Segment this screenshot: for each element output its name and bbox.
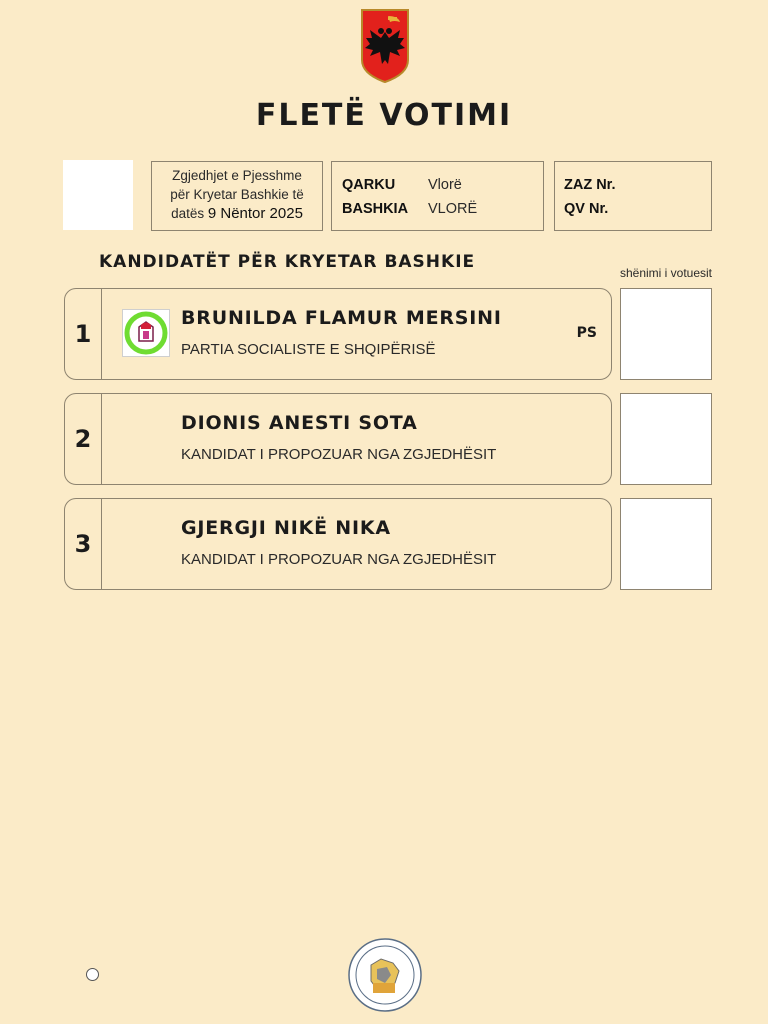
election-info-line1: Zgjedhjet e Pjesshme bbox=[172, 168, 302, 183]
punch-hole bbox=[86, 968, 99, 981]
party-abbreviation: PS bbox=[576, 325, 597, 341]
election-date-line bbox=[158, 204, 316, 223]
candidate-party: PARTIA SOCIALISTE E SHQIPËRISË bbox=[181, 341, 436, 358]
candidates-heading: KANDIDATËT PËR KRYETAR BASHKIE bbox=[99, 252, 476, 272]
vote-box-1[interactable] bbox=[620, 288, 712, 380]
election-info-box bbox=[151, 161, 323, 231]
albanian-coat-of-arms-icon bbox=[360, 8, 410, 84]
election-info-line2: për Kryetar Bashkie të bbox=[170, 187, 304, 202]
vote-box-3[interactable] bbox=[620, 498, 712, 590]
candidate-party: KANDIDAT I PROPOZUAR NGA ZGJEDHËSIT bbox=[181, 551, 497, 568]
candidate-name: GJERGJI NIKË NIKA bbox=[181, 517, 391, 539]
qarku-value: Vlorë bbox=[428, 177, 462, 193]
station-info-box bbox=[554, 161, 712, 231]
vote-box-2[interactable] bbox=[620, 393, 712, 485]
candidate-number: 2 bbox=[65, 394, 102, 484]
election-date-prefix: datës bbox=[171, 206, 205, 221]
candidate-name: DIONIS ANESTI SOTA bbox=[181, 412, 418, 434]
candidate-name: BRUNILDA FLAMUR MERSINI bbox=[181, 307, 502, 329]
candidate-number: 1 bbox=[65, 289, 102, 379]
qarku-row bbox=[342, 173, 543, 197]
candidate-party: KANDIDAT I PROPOZUAR NGA ZGJEDHËSIT bbox=[181, 446, 497, 463]
candidate-row-2 bbox=[64, 393, 612, 485]
barcode-area bbox=[63, 160, 133, 230]
bashkia-label: BASHKIA bbox=[342, 201, 409, 217]
voter-mark-label: shënimi i votuesit bbox=[619, 266, 713, 280]
election-commission-seal-icon bbox=[347, 937, 423, 1013]
ps-party-logo-icon bbox=[122, 309, 170, 357]
qv-label: QV Nr. bbox=[564, 201, 609, 217]
candidate-number: 3 bbox=[65, 499, 102, 589]
qarku-label: QARKU bbox=[342, 177, 396, 193]
bashkia-row bbox=[342, 197, 543, 221]
bashkia-value: VLORË bbox=[428, 201, 478, 217]
election-date: 9 Nëntor 2025 bbox=[207, 205, 303, 222]
candidate-row-1 bbox=[64, 288, 612, 380]
region-info-box bbox=[331, 161, 544, 231]
zaz-label: ZAZ Nr. bbox=[564, 177, 616, 193]
candidate-row-3 bbox=[64, 498, 612, 590]
ballot-title: FLETË VOTIMI bbox=[255, 98, 513, 133]
